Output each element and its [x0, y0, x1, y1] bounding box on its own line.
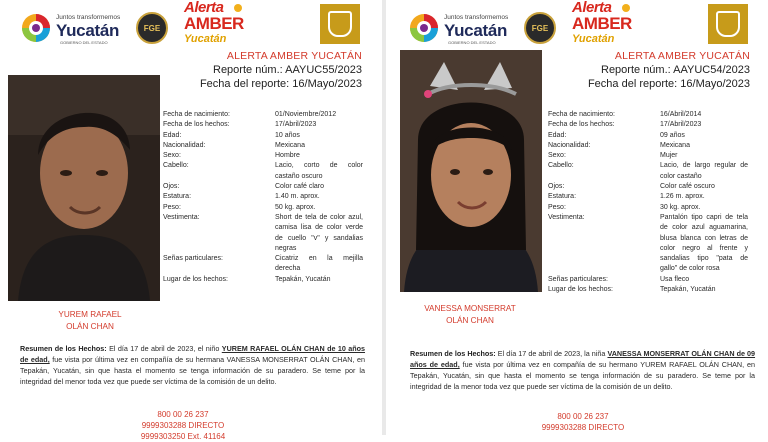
girl-portrait-icon [400, 50, 542, 292]
detail-value: 17/Abril/2023 [660, 121, 702, 129]
fiscalia-seal [708, 4, 748, 44]
detail-row [548, 161, 754, 182]
detail-value: 01/Noviembre/2012 [275, 111, 337, 118]
detail-row [548, 141, 754, 151]
child-photo [400, 50, 542, 292]
detail-label: Fecha de los hechos: [548, 121, 615, 129]
detail-row [548, 275, 754, 285]
detail-row [163, 182, 368, 192]
summary-paragraph [20, 343, 365, 387]
detail-label: Lugar de los hechos: [548, 286, 613, 294]
shield-icon [328, 11, 352, 37]
gov-slogan: Juntos transformemos [444, 14, 509, 21]
detail-row [163, 141, 368, 151]
gov-caption: GOBIERNO DEL ESTADO [448, 40, 496, 45]
detail-value: Lacio, corto de color castaño oscuro [275, 162, 363, 180]
detail-label: Cabello: [548, 162, 574, 170]
yucatan-emblem-icon [20, 12, 52, 44]
report-number: Reporte núm.: AAYUC55/2023 [213, 64, 362, 76]
detail-label: Edad: [548, 131, 567, 139]
child-name-line1: VANESSA MONSERRAT [424, 304, 516, 313]
summary-intro: El día 17 de abril de 2023, la niña [497, 349, 606, 358]
boy-portrait-icon [8, 75, 160, 301]
detail-row [548, 285, 754, 295]
detail-label: Fecha de los hechos: [163, 121, 230, 129]
report-date: Fecha del reporte: 16/Mayo/2023 [199, 78, 362, 90]
detail-value: Hombre [275, 152, 300, 160]
phone-tollfree[interactable]: 800 00 26 237 [557, 412, 609, 421]
detail-value: Short de tela de color azul, camisa lisa de color verde de cuello "v" y sandalias negras [275, 213, 363, 252]
alert-poster-vanessa [388, 0, 768, 435]
detail-label: Sexo: [163, 152, 181, 160]
report-number: Reporte núm.: AAYUC54/2023 [601, 64, 750, 76]
phone-tollfree[interactable]: 800 00 26 237 [157, 410, 209, 419]
detail-row [163, 110, 368, 120]
detail-value: 09 años [660, 131, 685, 139]
summary-paragraph [410, 348, 755, 392]
amber-logo-line1: Alerta [184, 0, 224, 16]
amber-logo-line1: Alerta [572, 0, 612, 16]
contact-phones [118, 409, 248, 442]
detail-label: Señas particulares: [548, 275, 608, 283]
phone-direct[interactable]: 9999303288 DIRECTO [541, 423, 625, 432]
phone-direct[interactable]: 9999303288 DIRECTO [141, 421, 225, 430]
detail-label: Peso: [163, 203, 181, 211]
summary-intro: El día 17 de abril de 2023, el niño [109, 344, 220, 353]
detail-value: Color café claro [275, 183, 325, 191]
yucatan-emblem-icon [408, 12, 440, 44]
detail-label: Peso: [548, 203, 566, 211]
child-name [30, 309, 150, 333]
fge-badge: FGE [136, 12, 168, 44]
amber-logo-line3: Yucatán [184, 33, 227, 45]
alert-poster-yurem [0, 0, 380, 441]
detail-row [548, 120, 754, 130]
detail-label: Fecha de nacimiento: [548, 111, 615, 118]
alerta-amber-logo [572, 0, 634, 52]
child-photo [8, 75, 160, 301]
detail-row [548, 151, 754, 161]
fiscalia-seal [320, 4, 360, 44]
detail-row [163, 151, 368, 161]
detail-label: Sexo: [548, 152, 566, 160]
gov-state-name: Yucatán [444, 21, 508, 40]
summary-child-highlight: YUREM RAFAEL OLÁN CHAN de 10 años de edad, [20, 344, 366, 364]
detail-label: Estatura: [163, 193, 192, 201]
amber-logo-line2: AMBER [572, 14, 632, 33]
summary-body: fue vista por última vez en compañía de su hermana VANESSA MONSERRAT OLÁN CHAN, en Tepakán, Yucatán, sin que hasta el momento se tenga información de su paradero. Se teme por la integridad del menor toda vez que puede ser víctima de la comisión de un delito. [20, 355, 365, 386]
detail-label: Cabello: [163, 162, 189, 170]
detail-row [163, 275, 368, 285]
detail-value: Mujer [660, 152, 678, 160]
alert-title: ALERTA AMBER YUCATÁN [614, 50, 750, 62]
detail-label: Nacionalidad: [163, 141, 206, 149]
detail-label: Ojos: [548, 183, 565, 191]
poster-divider [382, 0, 386, 435]
detail-value: 30 kg. aprox. [660, 203, 701, 211]
child-name-line2: OLÁN CHAN [66, 322, 114, 331]
detail-value: 17/Abril/2023 [275, 121, 317, 129]
sun-icon [232, 2, 244, 14]
phone-extension[interactable]: 9999303250 Ext. 41164 [140, 432, 226, 441]
detail-row [163, 213, 368, 254]
detail-value: Cicatriz en la mejilla derecha [275, 255, 363, 273]
detail-value: 1.26 m. aprox. [660, 193, 705, 201]
child-details [548, 110, 754, 295]
detail-row [548, 203, 754, 213]
alerta-amber-logo [184, 0, 246, 52]
summary-label: Resumen de los Hechos: [20, 344, 107, 353]
detail-value: Mexicana [275, 141, 305, 149]
detail-value: Color café oscuro [660, 183, 715, 191]
gov-slogan: Juntos transformemos [56, 14, 121, 21]
detail-value: 50 kg. aprox. [275, 203, 316, 211]
detail-row [163, 254, 368, 275]
yucatan-government-logo [20, 10, 132, 46]
yucatan-government-logo [408, 10, 520, 46]
detail-value: Pantalón tipo capri de tela de color azul aguamarina, blusa blanca con letras de color negro al frente y sandalias tipo "pata de gallo" de color rosa [660, 213, 748, 273]
child-name [410, 303, 530, 327]
detail-label: Ojos: [163, 183, 180, 191]
detail-label: Estatura: [548, 193, 577, 201]
gov-caption: GOBIERNO DEL ESTADO [60, 40, 108, 45]
summary-label: Resumen de los Hechos: [410, 349, 496, 358]
detail-label: Fecha de nacimiento: [163, 111, 230, 118]
detail-label: Señas particulares: [163, 255, 223, 263]
detail-value: Mexicana [660, 141, 690, 149]
detail-row [548, 131, 754, 141]
contact-phones [518, 411, 648, 433]
fge-badge: FGE [524, 12, 556, 44]
detail-row [548, 110, 754, 120]
detail-value: Lacio, de largo regular de color castaño [660, 162, 748, 180]
report-date: Fecha del reporte: 16/Mayo/2023 [587, 78, 750, 90]
detail-label: Nacionalidad: [548, 141, 591, 149]
detail-row [548, 192, 754, 202]
detail-value: 10 años [275, 131, 300, 139]
summary-body: fue vista por última vez en compañía de su hermano YUREM RAFAEL OLÁN CHAN, en Tepakán, Yucatán, sin que hasta el momento se tenga información de su paradero. Se teme por la integridad de la menor toda vez que puede ser víctima de la comisión de un delito. [410, 360, 755, 391]
summary-child-highlight: VANESSA MONSERRAT OLÁN CHAN de 09 años de edad, [410, 349, 756, 369]
detail-value: 1.40 m. aprox. [275, 193, 320, 201]
amber-logo-line2: AMBER [184, 14, 244, 33]
detail-row [163, 120, 368, 130]
detail-label: Edad: [163, 131, 182, 139]
detail-label: Vestimenta: [163, 213, 200, 221]
child-name-line2: OLÁN CHAN [446, 316, 494, 325]
child-details [163, 110, 368, 285]
detail-value: Tepakán, Yucatán [275, 275, 331, 283]
detail-row [163, 192, 368, 202]
detail-value: 16/Abril/2014 [660, 111, 702, 118]
child-name-line1: YUREM RAFAEL [58, 310, 122, 319]
detail-row [163, 203, 368, 213]
sun-icon [620, 2, 632, 14]
detail-value: Tepakán, Yucatán [660, 286, 716, 294]
gov-state-name: Yucatán [56, 21, 120, 40]
detail-label: Lugar de los hechos: [163, 275, 228, 283]
detail-value: Usa fleco [660, 275, 690, 283]
detail-row [548, 182, 754, 192]
detail-row [163, 161, 368, 182]
amber-logo-line3: Yucatán [572, 33, 615, 45]
detail-row [548, 213, 754, 275]
shield-icon [716, 11, 740, 37]
alert-title: ALERTA AMBER YUCATÁN [226, 50, 362, 62]
detail-label: Vestimenta: [548, 213, 585, 221]
detail-row [163, 131, 368, 141]
